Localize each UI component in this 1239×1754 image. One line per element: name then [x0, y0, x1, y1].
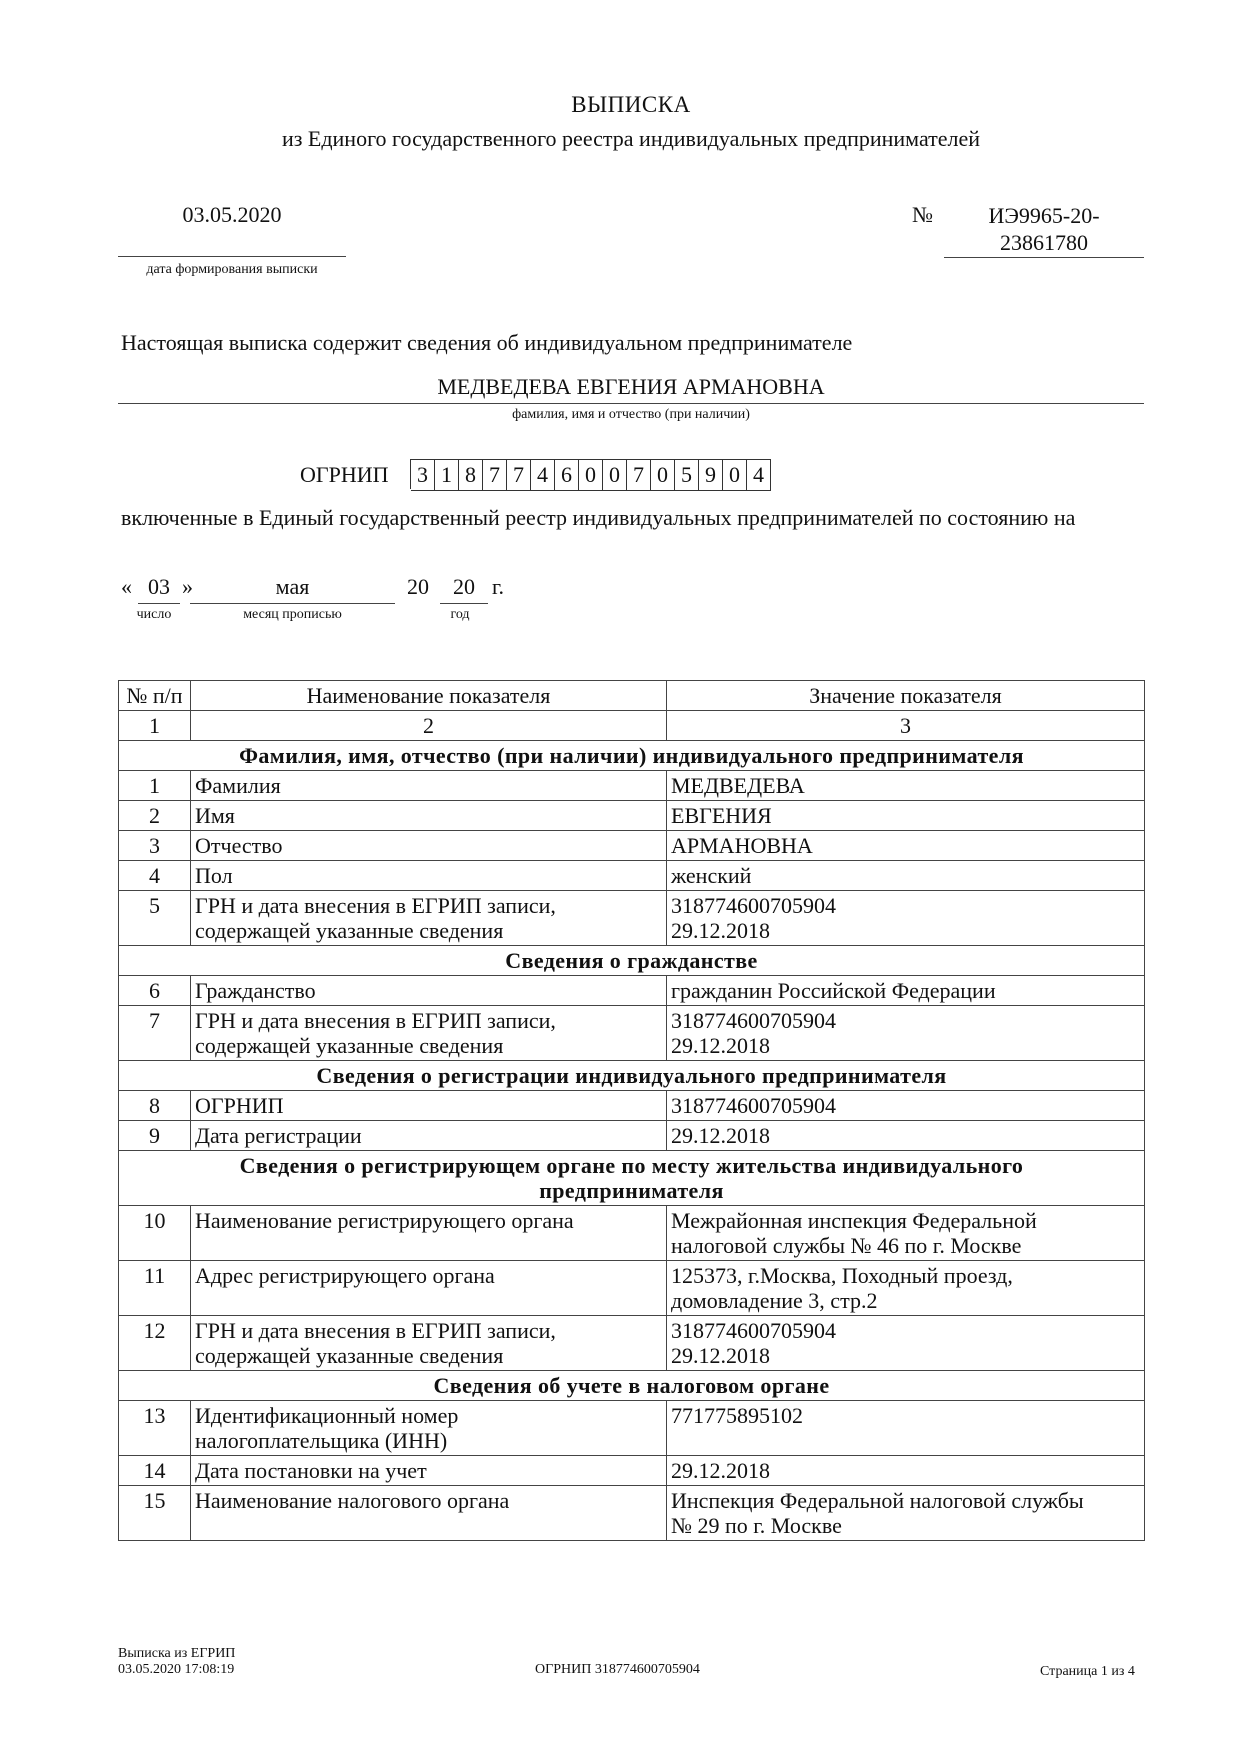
- header-cell-value: Значение показателя: [667, 681, 1145, 711]
- number-sign: №: [912, 202, 933, 227]
- as-of-year-abbrev: г.: [492, 574, 505, 599]
- row-value-line: 318774600705904: [671, 1008, 836, 1033]
- ogrnip-digit: 0: [603, 459, 627, 491]
- registry-table: [118, 680, 1145, 1541]
- as-of-month: мая: [275, 574, 310, 599]
- ogrnip-digit: 8: [459, 459, 483, 491]
- row-name: Наименование регистрирующего органа: [191, 1206, 667, 1261]
- row-value: МЕДВЕДЕВА: [667, 771, 1145, 801]
- column-number-cell: 1: [119, 711, 191, 741]
- row-name: [191, 1316, 667, 1371]
- as-of-month-underline: [190, 603, 395, 604]
- row-number: 12: [119, 1316, 191, 1371]
- row-value: 318774600705904: [667, 1091, 1145, 1121]
- row-value: [667, 1261, 1145, 1316]
- ogrnip-digit-boxes: [410, 459, 771, 489]
- row-number: 7: [119, 1006, 191, 1061]
- as-of-year-caption: год: [450, 607, 470, 622]
- section-row: [119, 1061, 1145, 1091]
- document-number-underline: [944, 257, 1144, 258]
- section-title: Фамилия, имя, отчество (при наличии) индивидуального предпринимателя: [119, 741, 1145, 771]
- row-value-line: 29.12.2018: [671, 1343, 770, 1368]
- row-name: [191, 1401, 667, 1456]
- row-value: [667, 1006, 1145, 1061]
- date-open-quote: «: [121, 574, 132, 599]
- as-of-year-prefix: 20: [407, 574, 429, 599]
- footer-page-number: Страница 1 из 4: [1040, 1664, 1135, 1679]
- document-number-line1: ИЭ9965-20-: [988, 203, 1100, 228]
- row-value: ЕВГЕНИЯ: [667, 801, 1145, 831]
- row-name: Адрес регистрирующего органа: [191, 1261, 667, 1316]
- row-value-line: 29.12.2018: [671, 1033, 770, 1058]
- row-number: 13: [119, 1401, 191, 1456]
- row-name-line: ГРН и дата внесения в ЕГРИП записи,: [195, 1008, 556, 1033]
- ogrnip-digit: 9: [699, 459, 723, 491]
- row-number: 2: [119, 801, 191, 831]
- table-row: [119, 1006, 1145, 1061]
- row-value: 771775895102: [667, 1401, 1145, 1456]
- table-row: [119, 1316, 1145, 1371]
- row-value-line: 318774600705904: [671, 893, 836, 918]
- section-row: [119, 1151, 1145, 1206]
- row-value: [667, 891, 1145, 946]
- ogrnip-digit: 0: [579, 459, 603, 491]
- row-value: 29.12.2018: [667, 1121, 1145, 1151]
- row-number: 10: [119, 1206, 191, 1261]
- row-name: Дата регистрации: [191, 1121, 667, 1151]
- row-value-line: налоговой службы № 46 по г. Москве: [671, 1233, 1022, 1258]
- row-name: Гражданство: [191, 976, 667, 1006]
- row-name-line: Идентификационный номер: [195, 1403, 459, 1428]
- as-of-year-suffix: 20: [453, 574, 475, 599]
- section-title: Сведения о регистрации индивидуального предпринимателя: [119, 1061, 1145, 1091]
- ogrnip-digit: 1: [435, 459, 459, 491]
- table-column-numbers-row: [119, 711, 1145, 741]
- row-value-line: № 29 по г. Москве: [671, 1513, 842, 1538]
- row-number: 3: [119, 831, 191, 861]
- as-of-month-caption: месяц прописью: [243, 607, 342, 622]
- table-row: [119, 801, 1145, 831]
- table-row: [119, 1261, 1145, 1316]
- document-number-line2: 23861780: [1000, 230, 1088, 255]
- table-row: [119, 771, 1145, 801]
- row-value: 29.12.2018: [667, 1456, 1145, 1486]
- section-row: [119, 741, 1145, 771]
- row-name-line: содержащей указанные сведения: [195, 1033, 504, 1058]
- row-number: 8: [119, 1091, 191, 1121]
- row-name-line: содержащей указанные сведения: [195, 918, 504, 943]
- row-value: АРМАНОВНА: [667, 831, 1145, 861]
- included-text: включенные в Единый государственный реестр индивидуальных предпринимателей по состоянию на: [121, 505, 1076, 530]
- row-name: Наименование налогового органа: [191, 1486, 667, 1541]
- row-name: Дата постановки на учет: [191, 1456, 667, 1486]
- section-title: Сведения о гражданстве: [119, 946, 1145, 976]
- row-name-line: налогоплательщика (ИНН): [195, 1428, 448, 1453]
- document-title: ВЫПИСКА: [571, 92, 691, 117]
- row-number: 11: [119, 1261, 191, 1316]
- section-title: Сведения о регистрирующем органе по месту жительства индивидуального предпринимателя: [119, 1151, 1145, 1206]
- ogrnip-digit: 0: [651, 459, 675, 491]
- table-row: [119, 1401, 1145, 1456]
- row-name: Фамилия: [191, 771, 667, 801]
- table-row: [119, 891, 1145, 946]
- row-number: 14: [119, 1456, 191, 1486]
- row-name-line: ГРН и дата внесения в ЕГРИП записи,: [195, 893, 556, 918]
- row-number: 9: [119, 1121, 191, 1151]
- row-value-line: Инспекция Федеральной налоговой службы: [671, 1488, 1084, 1513]
- as-of-day: 03: [148, 574, 170, 599]
- row-value: [667, 1486, 1145, 1541]
- ogrnip-digit: 0: [723, 459, 747, 491]
- table-row: [119, 976, 1145, 1006]
- document-number: [944, 202, 1144, 256]
- header-cell-number: № п/п: [119, 681, 191, 711]
- row-number: 4: [119, 861, 191, 891]
- table-row: [119, 1486, 1145, 1541]
- table-row: [119, 831, 1145, 861]
- row-value-line: 29.12.2018: [671, 918, 770, 943]
- document-subtitle: из Единого государственного реестра индивидуальных предпринимателей: [281, 126, 981, 151]
- row-value-line: 318774600705904: [671, 1318, 836, 1343]
- row-number: 15: [119, 1486, 191, 1541]
- column-number-cell: 2: [191, 711, 667, 741]
- column-number-cell: 3: [667, 711, 1145, 741]
- row-value: [667, 1316, 1145, 1371]
- row-value-line: домовладение 3, стр.2: [671, 1288, 878, 1313]
- ogrnip-digit: 7: [627, 459, 651, 491]
- ogrnip-digit: 4: [531, 459, 555, 491]
- row-name: [191, 1006, 667, 1061]
- ogrnip-digit: 3: [411, 459, 435, 491]
- header-cell-name: Наименование показателя: [191, 681, 667, 711]
- section-row: [119, 946, 1145, 976]
- section-row: [119, 1371, 1145, 1401]
- row-name: Имя: [191, 801, 667, 831]
- ogrnip-label: ОГРНИП: [300, 462, 389, 487]
- table-header-row: [119, 681, 1145, 711]
- table-row: [119, 861, 1145, 891]
- issue-date-underline: [118, 256, 346, 257]
- row-name: Отчество: [191, 831, 667, 861]
- footer-left: [118, 1646, 235, 1678]
- person-name-underline: [118, 403, 1144, 404]
- footer-ogrnip: ОГРНИП 318774600705904: [535, 1662, 700, 1677]
- table-row: [119, 1121, 1145, 1151]
- row-name: Пол: [191, 861, 667, 891]
- section-title: Сведения об учете в налоговом органе: [119, 1371, 1145, 1401]
- ogrnip-digit: 7: [507, 459, 531, 491]
- ogrnip-digit: 4: [747, 459, 771, 491]
- person-name: МЕДВЕДЕВА ЕВГЕНИЯ АРМАНОВНА: [437, 374, 825, 399]
- row-value: [667, 1206, 1145, 1261]
- row-name: ОГРНИП: [191, 1091, 667, 1121]
- as-of-year-underline: [440, 603, 488, 604]
- issue-date: 03.05.2020: [182, 202, 282, 227]
- row-number: 5: [119, 891, 191, 946]
- footer-doc-type: Выписка из ЕГРИП: [118, 1646, 236, 1661]
- issue-date-caption: дата формирования выписки: [146, 262, 318, 277]
- ogrnip-digit: 5: [675, 459, 699, 491]
- as-of-day-underline: [138, 603, 180, 604]
- as-of-day-caption: число: [136, 607, 172, 622]
- ogrnip-digit: 6: [555, 459, 579, 491]
- row-number: 1: [119, 771, 191, 801]
- row-name: [191, 891, 667, 946]
- footer-timestamp: 03.05.2020 17:08:19: [118, 1662, 235, 1677]
- person-name-caption: фамилия, имя и отчество (при наличии): [512, 407, 750, 422]
- row-value-line: 125373, г.Москва, Походный проезд,: [671, 1263, 1013, 1288]
- table-row: [119, 1091, 1145, 1121]
- row-number: 6: [119, 976, 191, 1006]
- table-row: [119, 1206, 1145, 1261]
- row-name-line: ГРН и дата внесения в ЕГРИП записи,: [195, 1318, 556, 1343]
- date-close-quote: »: [182, 574, 193, 599]
- row-name-line: содержащей указанные сведения: [195, 1343, 504, 1368]
- intro-text: Настоящая выписка содержит сведения об индивидуальном предпринимателе: [121, 330, 853, 355]
- row-value-line: Межрайонная инспекция Федеральной: [671, 1208, 1037, 1233]
- row-value: женский: [667, 861, 1145, 891]
- table-row: [119, 1456, 1145, 1486]
- ogrnip-digit: 7: [483, 459, 507, 491]
- row-value: гражданин Российской Федерации: [667, 976, 1145, 1006]
